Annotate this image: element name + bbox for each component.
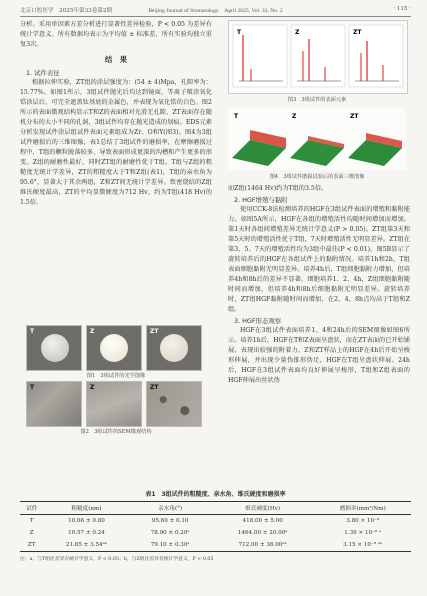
- panel-label: T: [30, 328, 35, 335]
- wear-panel-z: [290, 136, 344, 166]
- properties-table: [20, 501, 411, 552]
- panel-label: ZT: [150, 384, 159, 391]
- results-paragraph-3: HGF在3组试件表面培养1、4和24h后的SEM图像如图6所示。培养1h后，HGF在T和Z表面呈盘状，而在ZT表面的已开始铺展，表现出较强的附着力。Z和ZT样品上的HGF在4h后开始呈梭形伸展，并出现少量伪锥形伪足，HGF在T组呈盘状伸展。24h后，HGF在3组试件表面均良好伸展呈梭形，T组和Z组表面的HGF伸展出丝状伪: [228, 327, 410, 384]
- header-rule: [20, 16, 411, 17]
- journal-english: Beijing Journal of Stomatology April 2025, Vol. 33, No. 2: [148, 8, 283, 14]
- wear-3d-images: [228, 108, 406, 170]
- table-cell: T: [29, 518, 34, 524]
- table-cell: 1.39 × 10⁻⁸ ᵃ: [344, 530, 382, 536]
- panel-label: T: [234, 113, 239, 120]
- disc-image: [160, 334, 188, 362]
- subsection-3-title: 3. HGF形态观察: [234, 317, 282, 325]
- table-cell: 79.10 ± 0.30ᵃ: [129, 539, 210, 552]
- table-cell: 21.85 ± 3.54ᵃᵇ: [43, 539, 129, 552]
- subsection-1-title: 1. 试件表征: [26, 69, 60, 77]
- figure-1-caption: 图1 3组试件的光学图像: [86, 373, 146, 379]
- table-cell: 10.57 ± 0.24: [68, 530, 105, 536]
- page-number: · 115 ·: [393, 6, 411, 12]
- table-cell: 78.90 ± 0.20ᵃ: [150, 530, 190, 536]
- table-title: 表1 3组试件的粗糙度、亲水角、维氏硬度和磨损率: [145, 491, 286, 498]
- column-header: 粗糙度(nm): [43, 502, 129, 515]
- table-row: [20, 515, 411, 528]
- table-cell: Z: [29, 530, 34, 536]
- table-header-row: [20, 502, 411, 515]
- results-paragraph-2: 使用CCK-8法检测培养的HGF在3组试件表面的增殖和黏附能力。如图5A所示，HGF在各组的增殖活性均随时间增加而增加。第1天时各组间增殖差异无统计学意义(P > 0.05)。ZT组第3天和第5天时的增殖活性优于T组，7天时增殖活性无明显差异。ZT组在第3、5、7天的增殖活性均为3组中最佳(P < 0.01)。图5B显示了旋转培养后的HGF在各组试件上的黏附情况。培养1h和2h，T组表面细胞黏附无明显差异。培养4h后，T组细胞黏附力增加，但培养4h和8h后的差异不显著。细胞培养1、2、4h，Z组细胞黏附随时间而增加，但培养4h和8h后细胞黏附无明显差异。旋转培养时，ZT组HGF黏附随时间而增加，在2、4、8h点均高于T组和Z组。: [228, 206, 410, 313]
- table-cell: 418.00 ± 5.00: [242, 518, 283, 524]
- figure-1-panel-t: [26, 325, 82, 371]
- figure-2-panel-zt: [146, 381, 202, 427]
- panel-label: Z: [295, 29, 300, 36]
- table-cell: 3.15 × 10⁻⁸ ᵃᵇ: [315, 539, 412, 552]
- table-cell: 1464.00 ± 20.00ᵃ: [237, 530, 288, 536]
- table-note: 注：a，与T组比差异有统计学意义，P < 0.05；b，与Z组比差异有统计学意义，P < 0.05: [20, 557, 214, 562]
- results-paragraph-1: 根据拉伸实验，ZT组的涂层强度为：(54 ± 4)Mpa，孔隙率为：15.77%。如图1所示，3组试件抛光后均达到镜面，等离子喷涂氧化锆涂层后，可完全遮盖钛基底的金属色，并表现为氧化锆的白色。图2所示的表面微观结构显示T和Z的表面相对光滑无孔隙，ZT表面存在随机分布的大小不同的孔洞，3组试件均存在抛光造成的划痕。EDS元素分析发现试件涂层组试件表面元素组成为Zr、O和Y(图3)。图4为3组试件磨损后的三维图像，表1总结了3组试件的磨损率，在摩擦磨损过程中，T组的颗粒脱落较多，导致表面形成更深的沟槽和产生更多的形变。Z组的耐磨性最好，同时ZT组的耐磨性优于T组。T组与Z组的粗糙度无统计学差异，ZT的粗糙度大于T和Z组(表1)，T组的亲水角为95.6°，显著大于其余两组，Z和ZT间无统计学差异。致密烧结的Z组维氏硬度最高，ZT的平均显微硬度为712 Hv，约为T组(418 Hv)的1.5倍，: [20, 79, 212, 206]
- figure-4-caption: 图4 3组试件磨损试验后的表面三维图像: [269, 174, 365, 180]
- figure-3: [228, 20, 408, 94]
- figure-1-panel-zt: [146, 325, 202, 371]
- panel-label: Z: [90, 328, 95, 335]
- panel-frame: [233, 25, 287, 87]
- column-header: 亲水角(°): [129, 502, 210, 515]
- subsection-2-title: 2. HGF增殖与黏附: [234, 196, 288, 204]
- section-title-results: 结 果: [104, 55, 128, 64]
- table-row: [20, 527, 411, 539]
- right-column: [228, 184, 410, 386]
- disc-image: [41, 334, 69, 362]
- panel-label: ZT: [350, 113, 359, 120]
- table-cell: 712.00 ± 36.00ᵃᵇ: [211, 539, 315, 552]
- panel-label: Z: [90, 384, 95, 391]
- figure-2-panel-z: [86, 381, 142, 427]
- table-row: [20, 539, 411, 552]
- panel-label: T: [237, 29, 242, 36]
- figure-2-caption: 图2 3组试件的SEM微观结构: [80, 429, 152, 435]
- table-cell: 10.66 ± 0.80: [68, 518, 105, 524]
- table-cell: ZT: [20, 539, 43, 552]
- wear-panel-zt: [348, 133, 402, 166]
- wear-panel-t: [232, 130, 286, 166]
- column-header: 磨损率(mm³/Nm): [315, 502, 412, 515]
- running-header: [20, 6, 411, 16]
- intro-paragraph: 分析。采用单因素方差分析进行显著性差异检验，P < 0.05 为差异有统计学意义。所有数据均表示为平均值 ± 标准差，所有实验均独立重复3次。: [20, 21, 212, 48]
- panel-label: ZT: [150, 328, 159, 335]
- results-paragraph-1-cont: 而Z组(1464 Hv)约为T组的3.5倍。: [228, 185, 328, 192]
- disc-image: [100, 334, 128, 362]
- eds-spectra: [229, 21, 407, 93]
- figure-4: [228, 108, 406, 170]
- panel-label: ZT: [353, 29, 362, 36]
- eds-panel-t: [233, 25, 287, 87]
- column-header: 试件: [20, 502, 43, 515]
- figure-2-panel-t: [26, 381, 82, 427]
- panel-label: T: [30, 384, 35, 391]
- left-column: [20, 20, 212, 208]
- figure-3-caption: 图3 3组试件的表面元素: [287, 97, 347, 103]
- table-cell: 3.80 × 10⁻⁸: [346, 518, 380, 524]
- journal-issue: 北京口腔医学 2025年第33卷第2期: [20, 8, 113, 14]
- table-cell: 95.60 ± 0.10: [151, 518, 189, 524]
- table-1: [20, 489, 411, 562]
- figure-1-panel-z: [86, 325, 142, 371]
- panel-label: Z: [292, 113, 297, 120]
- column-header: 维氏硬度(Hv): [211, 502, 315, 515]
